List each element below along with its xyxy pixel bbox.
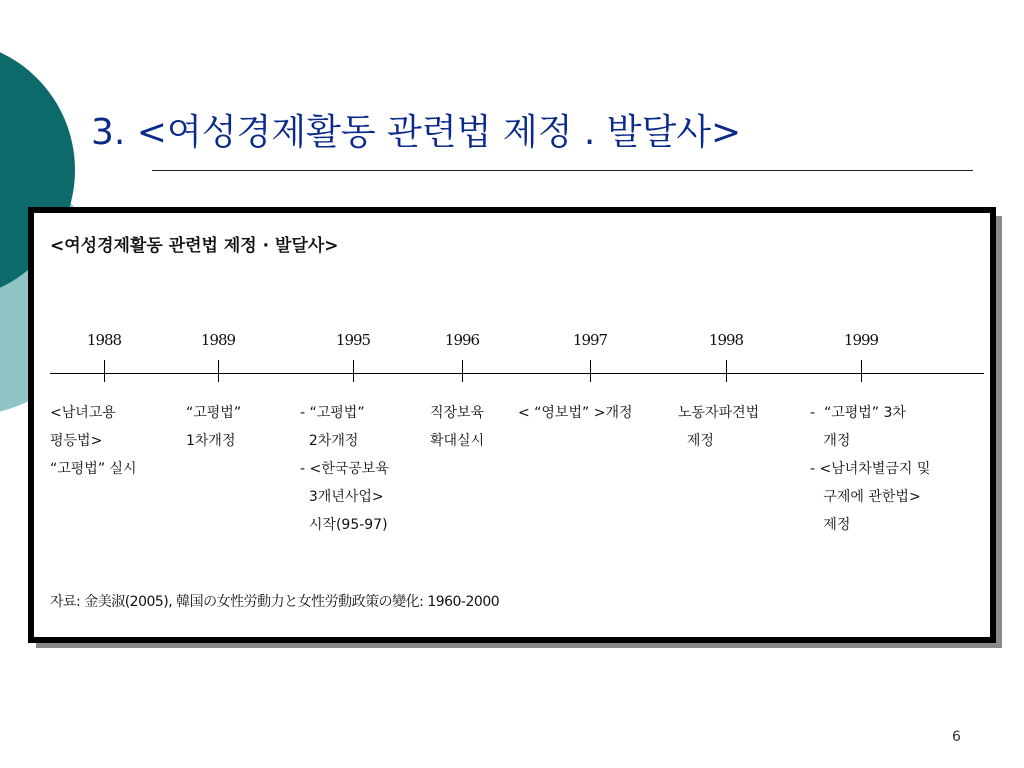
year-label-1999: 1999 xyxy=(843,331,879,349)
tick-1996 xyxy=(462,360,463,382)
year-label-1996: 1996 xyxy=(444,331,480,349)
event-1988: <남녀고용 평등법> “고평법” 실시 xyxy=(50,405,137,477)
tick-1988 xyxy=(104,360,105,382)
year-label-1997: 1997 xyxy=(572,331,608,349)
event-1998: 노동자파견법 제정 xyxy=(678,405,760,449)
title-underline xyxy=(152,170,973,171)
event-1997: < “영보법” >개정 xyxy=(518,405,633,421)
tick-1995 xyxy=(353,360,354,382)
year-label-1995: 1995 xyxy=(335,331,371,349)
tick-1989 xyxy=(218,360,219,382)
year-label-1998: 1998 xyxy=(708,331,744,349)
year-label-1989: 1989 xyxy=(200,331,236,349)
page-number: 6 xyxy=(952,729,961,745)
event-1999: - “고평법” 3차 개정 - <남녀차별금지 및 구제에 관한법> 제정 xyxy=(810,405,931,533)
year-label-1988: 1988 xyxy=(86,331,122,349)
event-1995: - “고평법” 2차개정 - <한국공보육 3개년사업> 시작(95-97) xyxy=(300,405,389,533)
tick-1998 xyxy=(726,360,727,382)
figure-title: <여성경제활동 관련법 제정 · 발달사> xyxy=(50,236,339,256)
tick-1997 xyxy=(590,360,591,382)
source-citation: 자료: 金美淑(2005), 韓国の女性労動力と女性労動政策の變化: 1960-2000 xyxy=(50,594,500,610)
event-1996: 직장보육 확대실시 xyxy=(430,405,485,449)
timeline-axis xyxy=(50,373,984,374)
tick-1999 xyxy=(861,360,862,382)
timeline-figure xyxy=(28,207,996,643)
event-1989: “고평법” 1차개정 xyxy=(186,405,242,449)
slide-title: 3. <여성경제활동 관련법 제정 . 발달사> xyxy=(91,112,742,153)
